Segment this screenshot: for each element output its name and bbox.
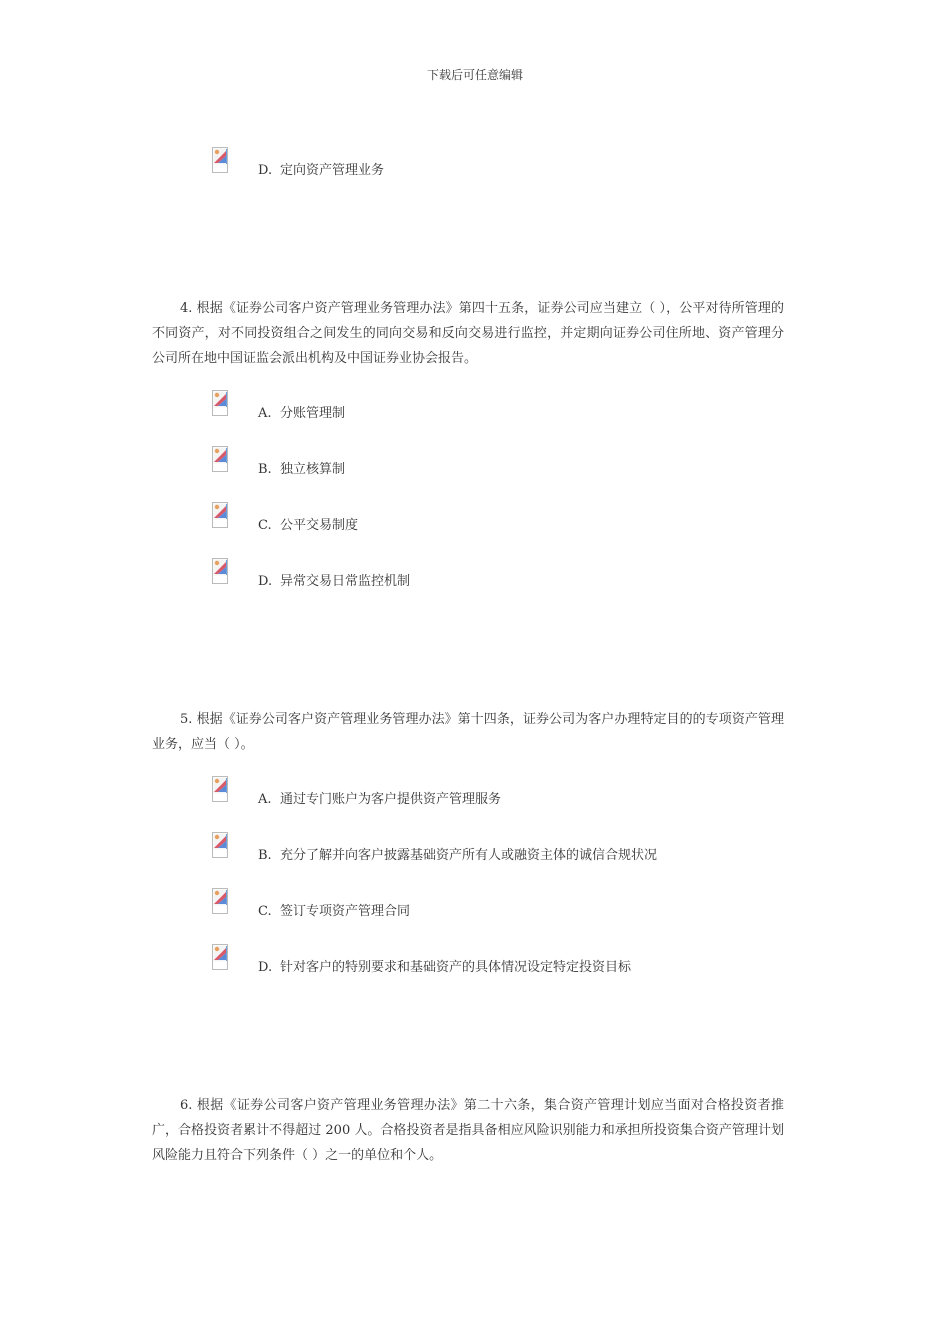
q4-option-d[interactable] <box>212 558 772 588</box>
q5-option-b[interactable] <box>212 832 772 862</box>
broken-image-icon <box>212 776 228 802</box>
option-text: 异常交易日常监控机制 <box>280 574 411 589</box>
option-letter: D. <box>258 574 273 589</box>
option-text: 针对客户的特别要求和基础资产的具体情况设定特定投资目标 <box>280 960 632 975</box>
option-text: 通过专门账户为客户提供资产管理服务 <box>280 792 502 807</box>
option-text: 独立核算制 <box>280 462 346 477</box>
q3-option-d[interactable] <box>212 147 772 177</box>
question-4-text: 4. 根据《证券公司客户资产管理业务管理办法》第四十五条，证券公司应当建立（ ），公平对待所管理的不同资产，对不同投资组合之间发生的同向交易和反向交易进行监控，并定期向证券公司住所地、资产管理分公司所在地中国证监会派出机构及中国证券业协会报告。 <box>152 301 784 366</box>
option-letter: D. <box>258 163 273 178</box>
broken-image-icon <box>212 446 228 472</box>
broken-image-icon <box>212 832 228 858</box>
option-letter: B. <box>258 848 272 863</box>
broken-image-icon <box>212 390 228 416</box>
broken-image-icon <box>212 888 228 914</box>
broken-image-icon <box>212 944 228 970</box>
option-letter: A. <box>258 406 272 421</box>
broken-image-icon <box>212 502 228 528</box>
option-letter: C. <box>258 904 272 919</box>
option-letter: A. <box>258 792 272 807</box>
q5-option-c[interactable] <box>212 888 772 918</box>
question-6-text: 6. 根据《证券公司客户资产管理业务管理办法》第二十六条，集合资产管理计划应当面对合格投资者推广，合格投资者累计不得超过 200 人。合格投资者是指具备相应风险识别能力和承担所投资集合资产管理计划风险能力且符合下列条件（ ）之一的单位和个人。 <box>152 1098 784 1163</box>
page-header: 下载后可任意编辑 <box>426 68 523 82</box>
option-text: 分账管理制 <box>280 406 346 421</box>
option-text: 充分了解并向客户披露基础资产所有人或融资主体的诚信合规状况 <box>280 848 658 863</box>
broken-image-icon <box>212 147 228 173</box>
option-letter: B. <box>258 462 272 477</box>
option-text: 公平交易制度 <box>280 518 359 533</box>
q4-option-c[interactable] <box>212 502 772 532</box>
q5-option-d[interactable] <box>212 944 772 974</box>
broken-image-icon <box>212 558 228 584</box>
q5-option-a[interactable] <box>212 776 772 806</box>
q4-option-a[interactable] <box>212 390 772 420</box>
option-letter: C. <box>258 518 272 533</box>
option-letter: D. <box>258 960 273 975</box>
option-text: 定向资产管理业务 <box>280 163 385 178</box>
question-5-text: 5. 根据《证券公司客户资产管理业务管理办法》第十四条，证券公司为客户办理特定目的的专项资产管理业务，应当（ ）。 <box>152 712 784 752</box>
q4-option-b[interactable] <box>212 446 772 476</box>
option-text: 签订专项资产管理合同 <box>280 904 411 919</box>
